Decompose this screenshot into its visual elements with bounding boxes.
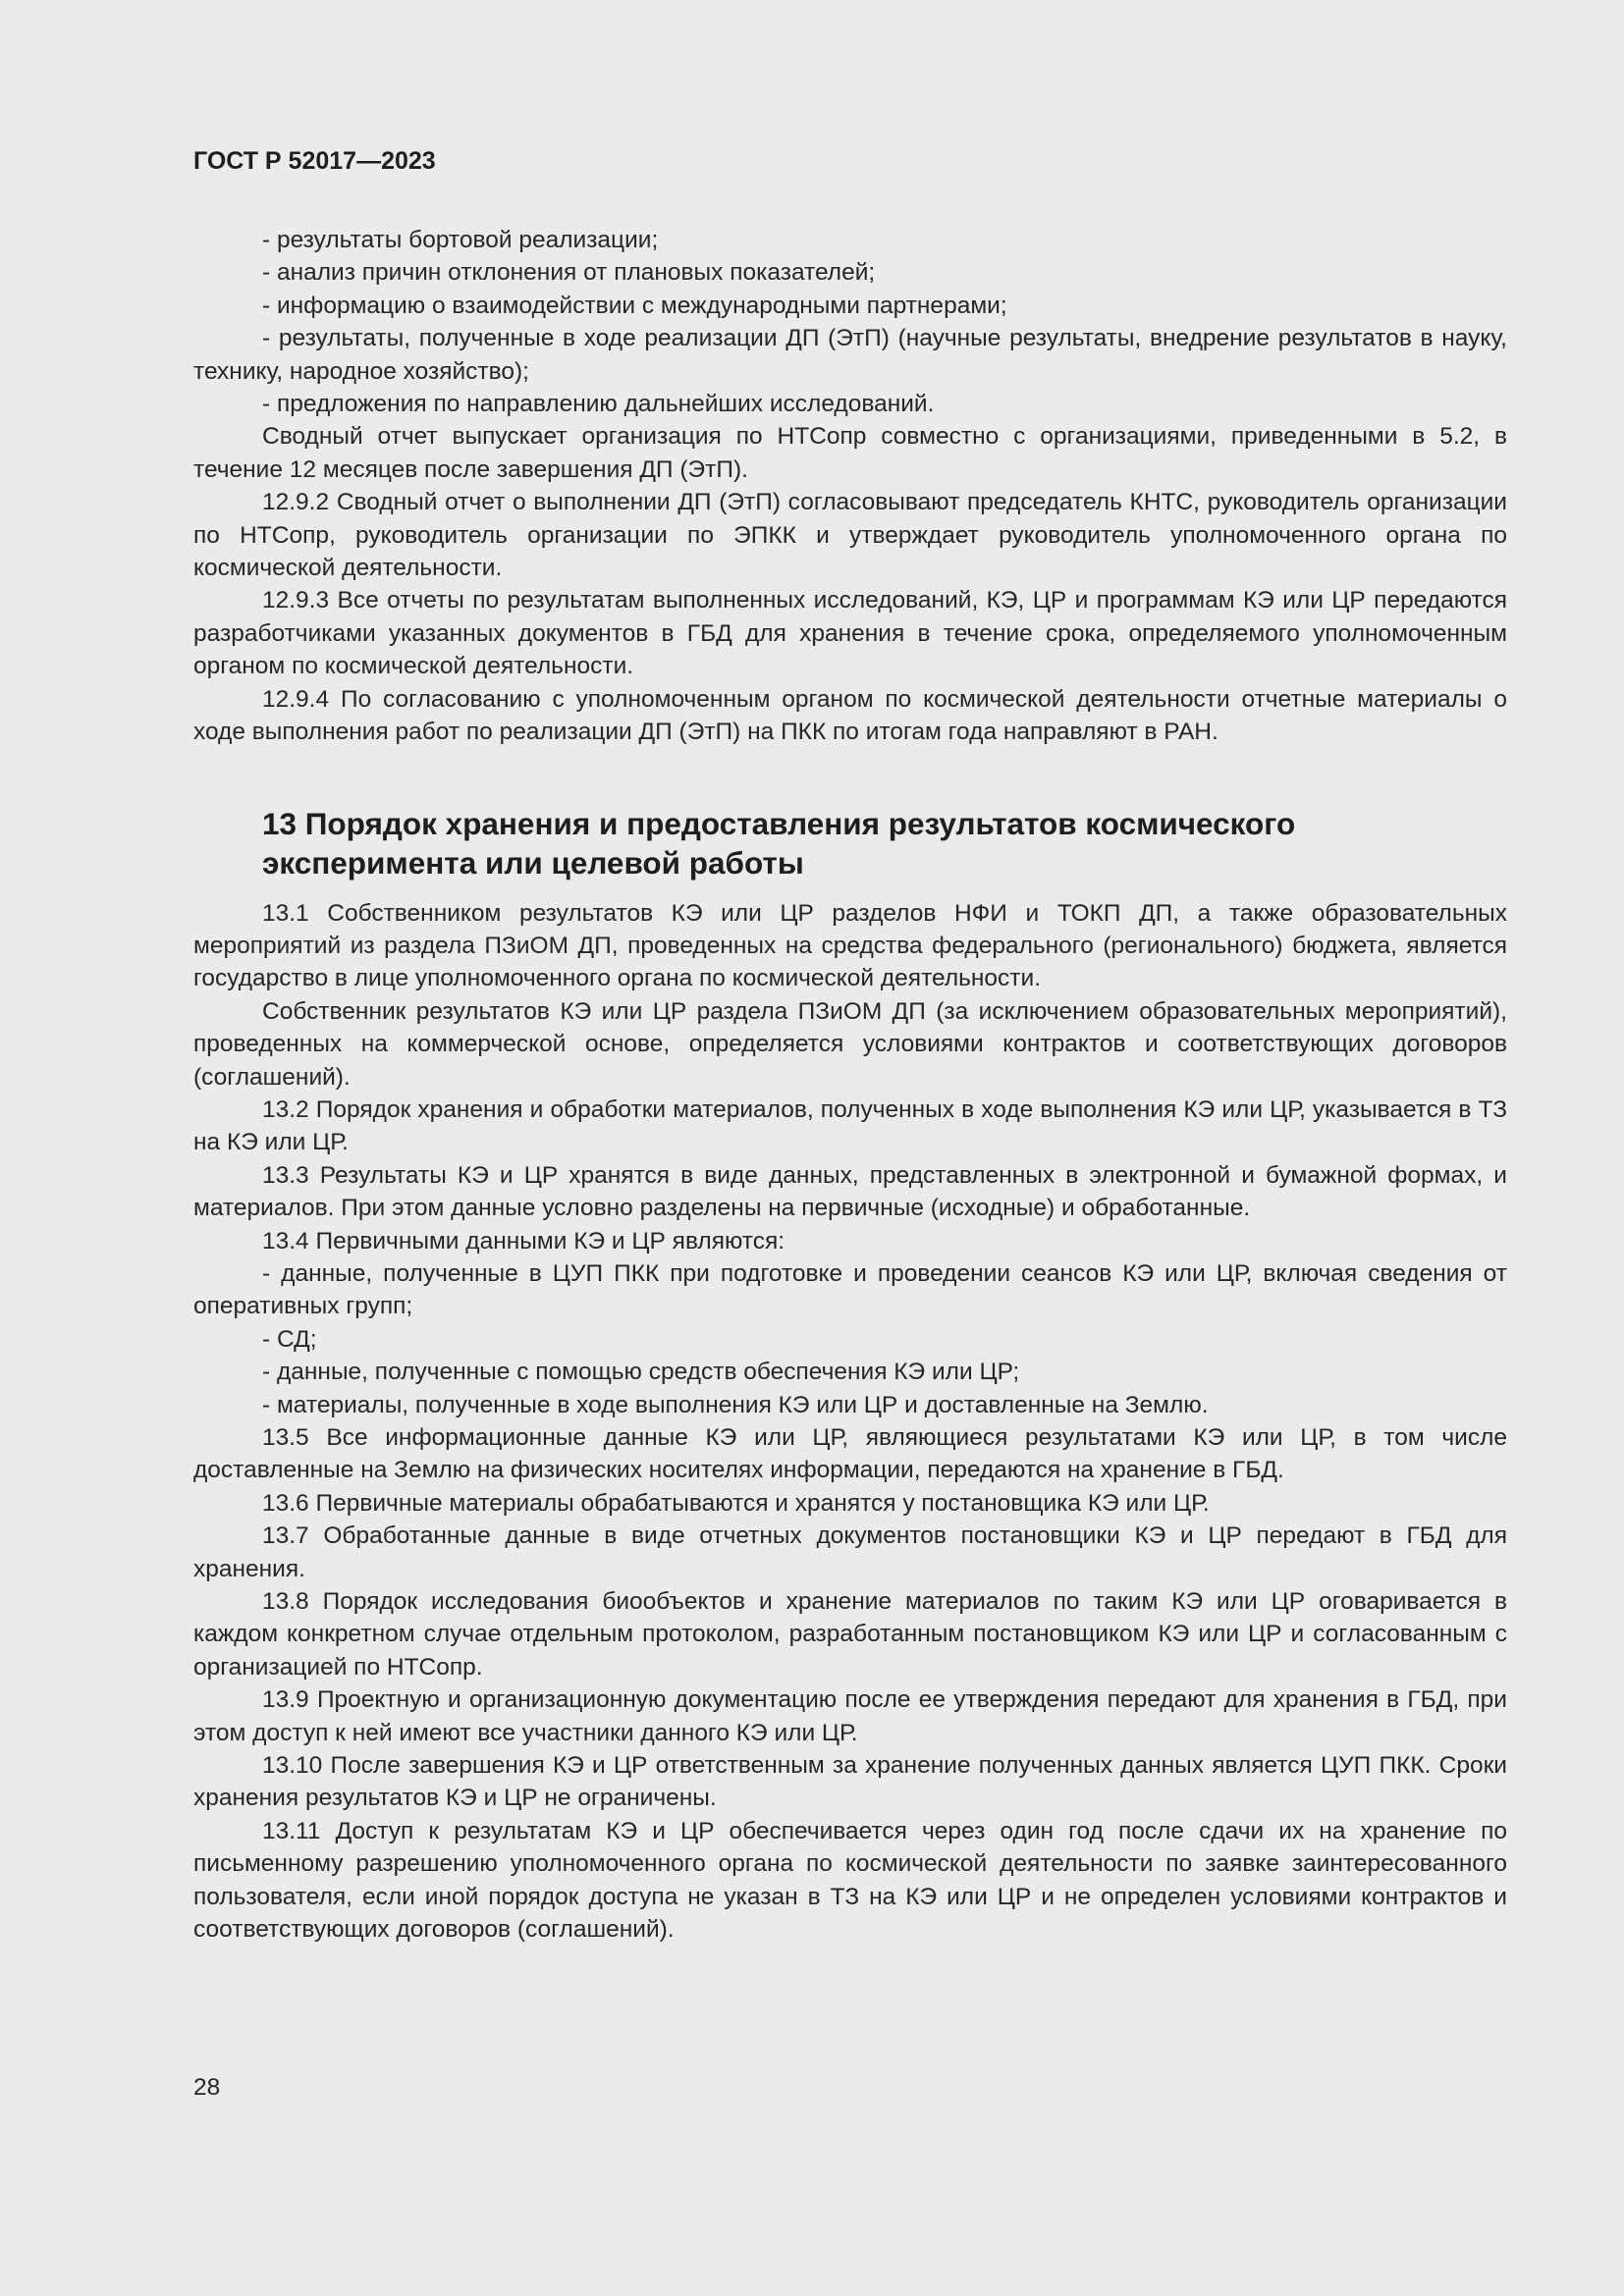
- paragraph: Собственник результатов КЭ или ЦР раздела ПЗиОМ ДП (за исключением образовательных мероприятий), проведенных на коммерческой основе, определяется условиями контрактов и соответствующих договоров (соглашений).: [193, 997, 1507, 1091]
- paragraph: 13.10 После завершения КЭ и ЦР ответственным за хранение полученных данных является ЦУП ПКК. Сроки хранения результатов КЭ и ЦР не ограничены.: [193, 1752, 1507, 1812]
- paragraph: 13.1 Собственником результатов КЭ или ЦР разделов НФИ и ТОКП ДП, а также образовательных мероприятий из раздела ПЗиОМ ДП, проведенных на средства федерального (регионального) бюджета, является государство в лице уполномоченного органа по космической деятельности.: [193, 899, 1507, 992]
- list-item: - результаты, полученные в ходе реализации ДП (ЭтП) (научные результаты, внедрение результатов в науку, технику, народное хозяйство);: [193, 325, 1507, 385]
- list-item: - информацию о взаимодействии с международными партнерами;: [262, 292, 1007, 319]
- section-heading: 13 Порядок хранения и предоставления результатов космического эксперимента или целевой работы: [262, 805, 1296, 881]
- paragraph: 13.4 Первичными данными КЭ и ЦР являются:: [262, 1227, 785, 1255]
- text-block-before: [193, 224, 1507, 749]
- paragraph: 12.9.2 Сводный отчет о выполнении ДП (ЭтП) согласовывают председатель КНТС, руководитель организации по НТСопр, руководитель организации по ЭПКК и утверждает руководитель уполномоченного органа по космической деятельности.: [193, 489, 1507, 582]
- list-item: - материалы, полученные в ходе выполнения КЭ или ЦР и доставленные на Землю.: [262, 1391, 1209, 1418]
- text-block-after: [193, 897, 1507, 1947]
- paragraph: 13.9 Проектную и организационную документацию после ее утверждения передают для хранения в ГБД, при этом доступ к ней имеют все участники данного КЭ или ЦР.: [193, 1686, 1507, 1746]
- paragraph: 12.9.4 По согласованию с уполномоченным органом по космической деятельности отчетные материалы о ходе выполнения работ по реализации ДП (ЭтП) на ПКК по итогам года направляют в РАН.: [193, 685, 1507, 746]
- paragraph: 13.8 Порядок исследования биообъектов и хранение материалов по таким КЭ или ЦР оговаривается в каждом конкретном случае отдельным протоколом, разработанным постановщиком КЭ или ЦР и согласованным с организацией по НТСопр.: [193, 1588, 1507, 1681]
- list-item: - СД;: [262, 1325, 317, 1353]
- paragraph: Сводный отчет выпускает организация по НТСопр совместно с организациями, приведенными в 5.2, в течение 12 месяцев после завершения ДП (ЭтП).: [193, 423, 1507, 483]
- list-item: - данные, полученные с помощью средств обеспечения КЭ или ЦР;: [262, 1359, 1020, 1386]
- list-item: - предложения по направлению дальнейших исследований.: [262, 391, 935, 418]
- list-item: - анализ причин отклонения от плановых показателей;: [262, 259, 876, 287]
- paragraph: 13.3 Результаты КЭ и ЦР хранятся в виде данных, представленных в электронной и бумажной формах, и материалов. При этом данные условно разделены на первичные (исходные) и обработанные.: [193, 1161, 1507, 1222]
- list-item: - результаты бортовой реализации;: [262, 227, 659, 253]
- document-header: ГОСТ Р 52017—2023: [193, 147, 436, 175]
- paragraph: 13.5 Все информационные данные КЭ или ЦР, являющиеся результатами КЭ или ЦР, в том числе доставленные на Землю на физических носителях информации, передаются на хранение в ГБД.: [193, 1424, 1507, 1484]
- paragraph: 13.6 Первичные материалы обрабатываются и хранятся у постановщика КЭ или ЦР.: [262, 1489, 1210, 1517]
- paragraph: 12.9.3 Все отчеты по результатам выполненных исследований, КЭ, ЦР и программам КЭ или ЦР передаются разработчиками указанных документов в ГБД для хранения в течение срока, определяемого уполномоченным органом по космической деятельности.: [193, 587, 1507, 680]
- list-item: - данные, полученные в ЦУП ПКК при подготовке и проведении сеансов КЭ или ЦР, включая сведения от оперативных групп;: [193, 1259, 1507, 1320]
- paragraph: 13.7 Обработанные данные в виде отчетных документов постановщики КЭ и ЦР передают в ГБД для хранения.: [193, 1522, 1507, 1582]
- document-body: [193, 224, 1507, 1947]
- paragraph: 13.2 Порядок хранения и обработки материалов, полученных в ходе выполнения КЭ или ЦР, указывается в ТЗ на КЭ или ЦР.: [193, 1095, 1507, 1156]
- page-number: 28: [193, 2074, 221, 2101]
- paragraph: 13.11 Доступ к результатам КЭ и ЦР обеспечивается через один год после сдачи их на хранение по письменному разрешению уполномоченного органа по космической деятельности по заявке заинтересованного пользователя, если иной порядок доступа не указан в ТЗ на КЭ или ЦР и не определен условиями контрактов и соответствующих договоров (соглашений).: [193, 1817, 1507, 1944]
